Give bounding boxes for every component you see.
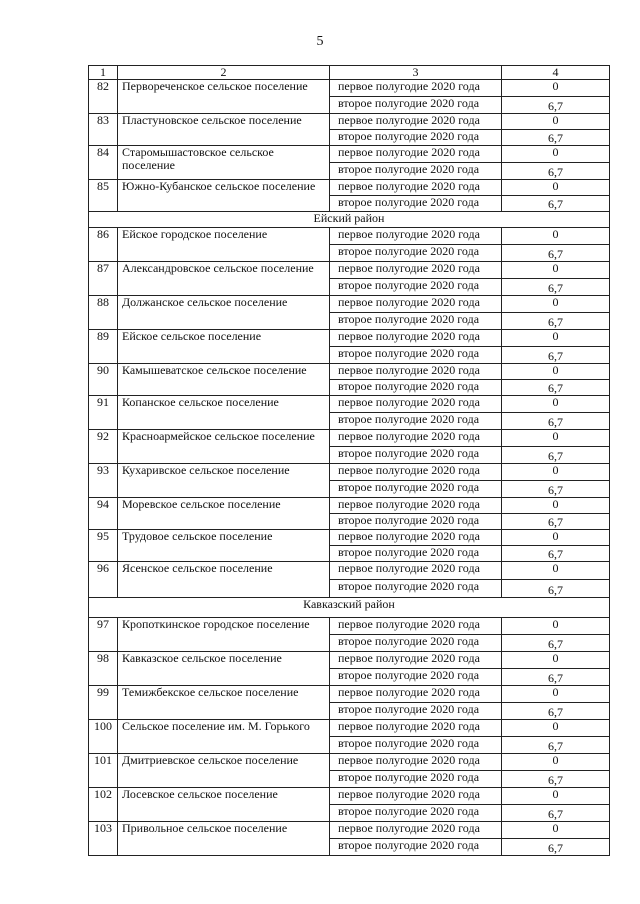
row-number: 89 [89, 330, 118, 364]
value-first-half: 0 [502, 330, 610, 347]
period-first-half: первое полугодие 2020 года [330, 618, 502, 635]
value-first-half: 0 [502, 464, 610, 481]
page-number: 5 [316, 34, 324, 49]
period-first-half: первое полугодие 2020 года [330, 430, 502, 447]
row-number: 86 [89, 228, 118, 262]
row-number: 98 [89, 652, 118, 686]
period-first-half: первое полугодие 2020 года [330, 396, 502, 413]
settlement-name: Копанское сельское поселение [118, 396, 330, 430]
value-first-half: 0 [502, 686, 610, 703]
table-row [89, 80, 610, 97]
value-second-half: 6,7 [502, 514, 610, 530]
value-first-half: 0 [502, 788, 610, 805]
period-first-half: первое полугодие 2020 года [330, 562, 502, 580]
period-first-half: первое полугодие 2020 года [330, 754, 502, 771]
table-row [89, 180, 610, 196]
table-row [89, 498, 610, 514]
settlement-name: Сельское поселение им. М. Горького [118, 720, 330, 754]
region-heading: Кавказский район [89, 598, 610, 618]
settlement-name: Камышеватское сельское поселение [118, 364, 330, 396]
settlement-name: Пластуновское сельское поселение [118, 114, 330, 146]
period-first-half: первое полугодие 2020 года [330, 788, 502, 805]
region-heading-row [89, 598, 610, 618]
value-first-half: 0 [502, 562, 610, 580]
settlement-name: Ясенское сельское поселение [118, 562, 330, 598]
period-second-half: второе полугодие 2020 года [330, 771, 502, 788]
table-row [89, 114, 610, 130]
table-row [89, 788, 610, 805]
period-first-half: первое полугодие 2020 года [330, 720, 502, 737]
row-number: 87 [89, 262, 118, 296]
value-second-half: 6,7 [502, 580, 610, 598]
row-number: 103 [89, 822, 118, 856]
row-number: 84 [89, 146, 118, 180]
row-number: 82 [89, 80, 118, 114]
table-row [89, 396, 610, 413]
table-row [89, 562, 610, 580]
value-first-half: 0 [502, 114, 610, 130]
period-second-half: второе полугодие 2020 года [330, 635, 502, 652]
period-first-half: первое полугодие 2020 года [330, 228, 502, 245]
row-number: 83 [89, 114, 118, 146]
row-number: 94 [89, 498, 118, 530]
value-first-half: 0 [502, 652, 610, 669]
table-row [89, 754, 610, 771]
table-row [89, 430, 610, 447]
settlement-name: Кропоткинское городское поселение [118, 618, 330, 652]
value-first-half: 0 [502, 618, 610, 635]
period-first-half: первое полугодие 2020 года [330, 498, 502, 514]
table-row [89, 146, 610, 163]
tariff-table [88, 65, 610, 856]
value-second-half: 6,7 [502, 447, 610, 464]
region-heading-row [89, 212, 610, 228]
settlement-name: Красноармейское сельское поселение [118, 430, 330, 464]
row-number: 90 [89, 364, 118, 396]
period-first-half: первое полугодие 2020 года [330, 80, 502, 97]
value-second-half: 6,7 [502, 196, 610, 212]
period-second-half: второе полугодие 2020 года [330, 514, 502, 530]
period-second-half: второе полугодие 2020 года [330, 447, 502, 464]
period-second-half: второе полугодие 2020 года [330, 380, 502, 396]
value-second-half: 6,7 [502, 245, 610, 262]
value-first-half: 0 [502, 228, 610, 245]
settlement-name: Старомышастовское сельское поселение [118, 146, 330, 180]
period-second-half: второе полугодие 2020 года [330, 279, 502, 296]
period-second-half: второе полугодие 2020 года [330, 313, 502, 330]
table-row [89, 822, 610, 839]
value-second-half: 6,7 [502, 737, 610, 754]
table-row [89, 364, 610, 380]
value-second-half: 6,7 [502, 313, 610, 330]
value-second-half: 6,7 [502, 413, 610, 430]
column-header-3: 3 [330, 66, 502, 80]
period-second-half: второе полугодие 2020 года [330, 130, 502, 146]
settlement-name: Дмитриевское сельское поселение [118, 754, 330, 788]
table-row [89, 330, 610, 347]
settlement-name: Ейское сельское поселение [118, 330, 330, 364]
period-second-half: второе полугодие 2020 года [330, 163, 502, 180]
settlement-name: Александровское сельское поселение [118, 262, 330, 296]
period-second-half: второе полугодие 2020 года [330, 839, 502, 856]
period-first-half: первое полугодие 2020 года [330, 114, 502, 130]
settlement-name: Кухаривское сельское поселение [118, 464, 330, 498]
table-row [89, 464, 610, 481]
row-number: 102 [89, 788, 118, 822]
settlement-name: Трудовое сельское поселение [118, 530, 330, 562]
period-second-half: второе полугодие 2020 года [330, 580, 502, 598]
value-first-half: 0 [502, 498, 610, 514]
settlement-name: Ейское городское поселение [118, 228, 330, 262]
period-first-half: первое полугодие 2020 года [330, 686, 502, 703]
period-first-half: первое полугодие 2020 года [330, 464, 502, 481]
period-first-half: первое полугодие 2020 года [330, 652, 502, 669]
table-row [89, 686, 610, 703]
column-header-1: 1 [89, 66, 118, 80]
period-second-half: второе полугодие 2020 года [330, 413, 502, 430]
row-number: 92 [89, 430, 118, 464]
value-second-half: 6,7 [502, 635, 610, 652]
row-number: 91 [89, 396, 118, 430]
row-number: 96 [89, 562, 118, 598]
value-second-half: 6,7 [502, 130, 610, 146]
period-first-half: первое полугодие 2020 года [330, 296, 502, 313]
period-second-half: второе полугодие 2020 года [330, 196, 502, 212]
period-first-half: первое полугодие 2020 года [330, 180, 502, 196]
settlement-name: Моревское сельское поселение [118, 498, 330, 530]
table-row [89, 296, 610, 313]
value-second-half: 6,7 [502, 669, 610, 686]
value-first-half: 0 [502, 296, 610, 313]
period-first-half: первое полугодие 2020 года [330, 822, 502, 839]
settlement-name: Кавказское сельское поселение [118, 652, 330, 686]
value-second-half: 6,7 [502, 805, 610, 822]
row-number: 95 [89, 530, 118, 562]
table-body [89, 66, 610, 856]
table-row [89, 720, 610, 737]
value-second-half: 6,7 [502, 380, 610, 396]
row-number: 85 [89, 180, 118, 212]
value-first-half: 0 [502, 720, 610, 737]
period-second-half: второе полугодие 2020 года [330, 546, 502, 562]
period-first-half: первое полугодие 2020 года [330, 330, 502, 347]
value-second-half: 6,7 [502, 839, 610, 856]
period-first-half: первое полугодие 2020 года [330, 364, 502, 380]
value-second-half: 6,7 [502, 347, 610, 364]
period-second-half: второе полугодие 2020 года [330, 245, 502, 262]
region-heading: Ейский район [89, 212, 610, 228]
value-first-half: 0 [502, 822, 610, 839]
value-first-half: 0 [502, 430, 610, 447]
value-first-half: 0 [502, 530, 610, 546]
settlement-name: Темижбекское сельское поселение [118, 686, 330, 720]
period-first-half: первое полугодие 2020 года [330, 146, 502, 163]
row-number: 97 [89, 618, 118, 652]
table-row [89, 228, 610, 245]
value-first-half: 0 [502, 754, 610, 771]
value-first-half: 0 [502, 396, 610, 413]
period-second-half: второе полугодие 2020 года [330, 737, 502, 754]
settlement-name: Лосевское сельское поселение [118, 788, 330, 822]
value-first-half: 0 [502, 80, 610, 97]
settlement-name: Первореченское сельское поселение [118, 80, 330, 114]
period-second-half: второе полугодие 2020 года [330, 347, 502, 364]
value-first-half: 0 [502, 146, 610, 163]
period-second-half: второе полугодие 2020 года [330, 669, 502, 686]
period-second-half: второе полугодие 2020 года [330, 805, 502, 822]
value-first-half: 0 [502, 262, 610, 279]
table-row [89, 618, 610, 635]
value-second-half: 6,7 [502, 97, 610, 114]
value-second-half: 6,7 [502, 771, 610, 788]
settlement-name: Южно-Кубанское сельское поселение [118, 180, 330, 212]
value-second-half: 6,7 [502, 279, 610, 296]
value-second-half: 6,7 [502, 163, 610, 180]
value-second-half: 6,7 [502, 703, 610, 720]
row-number: 100 [89, 720, 118, 754]
value-second-half: 6,7 [502, 481, 610, 498]
row-number: 101 [89, 754, 118, 788]
period-first-half: первое полугодие 2020 года [330, 530, 502, 546]
column-header-4: 4 [502, 66, 610, 80]
table-row [89, 530, 610, 546]
table-header-row [89, 66, 610, 80]
value-first-half: 0 [502, 180, 610, 196]
value-first-half: 0 [502, 364, 610, 380]
period-second-half: второе полугодие 2020 года [330, 703, 502, 720]
period-second-half: второе полугодие 2020 года [330, 481, 502, 498]
row-number: 93 [89, 464, 118, 498]
settlement-name: Привольное сельское поселение [118, 822, 330, 856]
period-second-half: второе полугодие 2020 года [330, 97, 502, 114]
row-number: 88 [89, 296, 118, 330]
table-row [89, 262, 610, 279]
row-number: 99 [89, 686, 118, 720]
table-row [89, 652, 610, 669]
settlement-name: Должанское сельское поселение [118, 296, 330, 330]
column-header-2: 2 [118, 66, 330, 80]
period-first-half: первое полугодие 2020 года [330, 262, 502, 279]
value-second-half: 6,7 [502, 546, 610, 562]
